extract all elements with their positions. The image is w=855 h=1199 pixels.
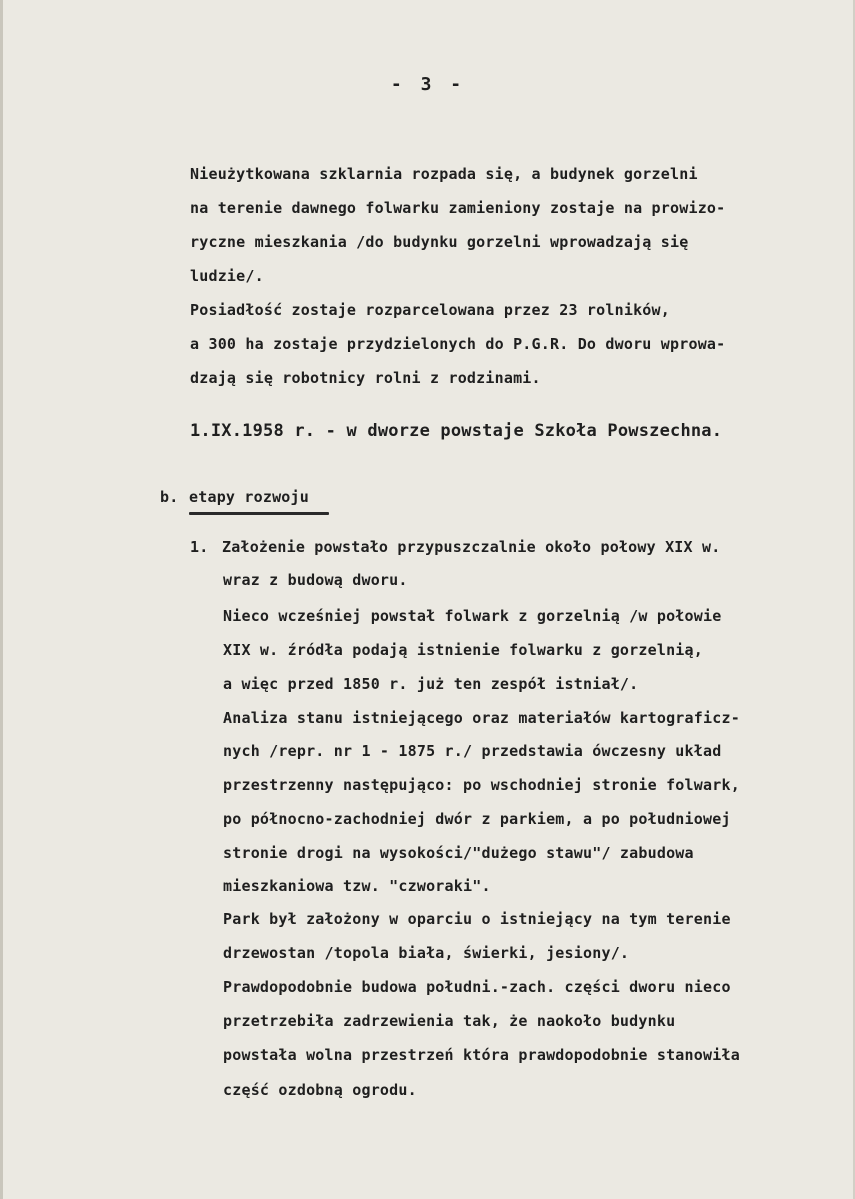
text-line: wraz z budową dworu. [223, 571, 408, 589]
text-line: część ozdobną ogrodu. [223, 1081, 417, 1099]
text-line: a więc przed 1850 r. już ten zespół istniał/. [223, 675, 639, 693]
section-title: etapy rozwoju [189, 488, 309, 506]
text-line: mieszkaniowa tzw. "czworaki". [223, 877, 491, 895]
text-line: przestrzenny następująco: po wschodniej stronie folwark, [223, 776, 740, 794]
text-line: Nieużytkowana szklarnia rozpada się, a budynek gorzelni [190, 165, 698, 183]
text-line: XIX w. źródła podają istnienie folwarku z gorzelnią, [223, 641, 703, 659]
text-line: na terenie dawnego folwarku zamieniony zostaje na prowizo- [190, 199, 726, 217]
text-line: Prawdopodobnie budowa południ.-zach. części dworu nieco [223, 978, 731, 996]
page-number: - 3 - [390, 74, 466, 95]
text-line: ludzie/. [190, 267, 264, 285]
text-line: a 300 ha zostaje przydzielonych do P.G.R. Do dworu wprowa- [190, 335, 726, 353]
text-line: Posiadłość zostaje rozparcelowana przez 23 rolników, [190, 301, 670, 319]
text-line: Nieco wcześniej powstał folwark z gorzelnią /w połowie [223, 607, 722, 625]
section-marker: b. [160, 488, 179, 506]
text-line: ryczne mieszkania /do budynku gorzelni wprowadzają się [190, 233, 689, 251]
text-line: Park był założony w oparciu o istniejący na tym terenie [223, 910, 731, 928]
date-line: 1.IX.1958 r. - w dworze powstaje Szkoła Powszechna. [190, 421, 723, 441]
text-line: drzewostan /topola biała, świerki, jesiony/. [223, 944, 630, 962]
text-line: Założenie powstało przypuszczalnie około połowy XIX w. [222, 538, 721, 556]
text-line: Analiza stanu istniejącego oraz materiałów kartograficz- [223, 709, 740, 727]
text-line: dzają się robotnicy rolni z rodzinami. [190, 369, 541, 387]
text-line: po północno-zachodniej dwór z parkiem, a po południowej [223, 810, 731, 828]
text-line: stronie drogi na wysokości/"dużego stawu"/ zabudowa [223, 844, 694, 862]
text-line: powstała wolna przestrzeń która prawdopodobnie stanowiła [223, 1046, 740, 1064]
item-number: 1. [190, 538, 209, 556]
section-title-underline [189, 512, 329, 515]
text-line: przetrzebiła zadrzewienia tak, że naokoło budynku [223, 1012, 676, 1030]
text-line: nych /repr. nr 1 - 1875 r./ przedstawia ówczesny układ [223, 742, 722, 760]
